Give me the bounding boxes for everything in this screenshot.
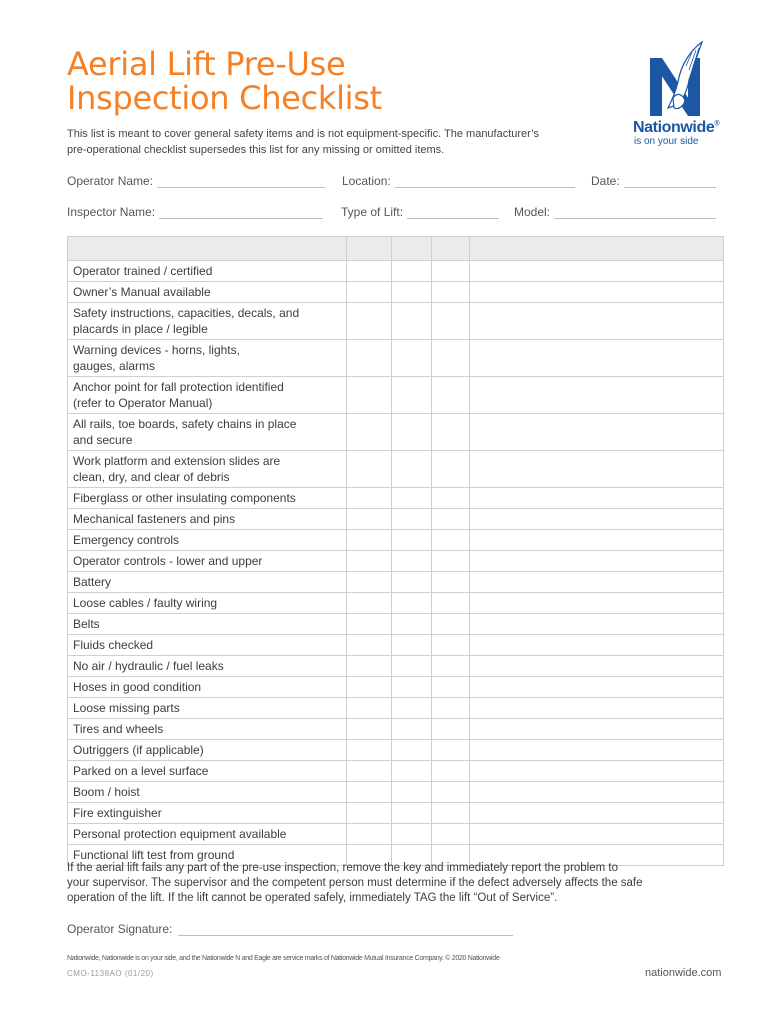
header-cell — [392, 237, 432, 261]
checklist-check-cell[interactable] — [432, 740, 470, 761]
checklist-item-text: Safety instructions, capacities, decals, and — [73, 306, 300, 320]
checklist-check-cell[interactable] — [347, 451, 392, 488]
checklist-check-cell[interactable] — [392, 572, 432, 593]
checklist-check-cell[interactable] — [432, 488, 470, 509]
header-cell — [347, 237, 392, 261]
location-label: Location: — [342, 174, 391, 188]
checklist-check-cell[interactable] — [432, 261, 470, 282]
checklist-item-label — [68, 488, 347, 509]
checklist-row — [68, 761, 724, 782]
checklist-item-text: Belts — [73, 617, 100, 631]
checklist-check-cell[interactable] — [432, 656, 470, 677]
brand-tagline: is on your side — [634, 136, 699, 147]
type-of-lift-line[interactable] — [407, 207, 499, 219]
checklist-row — [68, 340, 724, 377]
checklist-item-label — [68, 698, 347, 719]
checklist-check-cell[interactable] — [432, 530, 470, 551]
checklist-check-cell[interactable] — [392, 303, 432, 340]
checklist-comments-cell[interactable] — [470, 282, 724, 303]
checklist-check-cell[interactable] — [347, 614, 392, 635]
checklist-check-cell[interactable] — [432, 593, 470, 614]
checklist-check-cell[interactable] — [392, 782, 432, 803]
checklist-check-cell[interactable] — [392, 677, 432, 698]
checklist-item-text: and secure — [73, 433, 133, 447]
checklist-item-text: Personal protection equipment available — [73, 827, 287, 841]
checklist-row — [68, 635, 724, 656]
checklist-item-text: Hoses in good condition — [73, 680, 202, 694]
checklist-check-cell[interactable] — [392, 803, 432, 824]
checklist-check-cell[interactable] — [347, 635, 392, 656]
intro-line-1: This list is meant to cover general safety items and is not equipment-specific. The manufacturer’s — [67, 128, 539, 140]
checklist-comments-cell[interactable] — [470, 509, 724, 530]
failure-instructions-line-1: If the aerial lift fails any part of the pre-use inspection, remove the key and immediately report the problem to — [67, 862, 619, 874]
checklist-check-cell[interactable] — [347, 488, 392, 509]
checklist-check-cell[interactable] — [347, 551, 392, 572]
checklist-check-cell[interactable] — [432, 614, 470, 635]
checklist-item-text: placards in place / legible — [73, 322, 208, 336]
checklist-item-text: Warning devices - horns, lights, — [73, 343, 240, 357]
checklist-item-label — [68, 719, 347, 740]
checklist-row — [68, 614, 724, 635]
checklist-item-label — [68, 551, 347, 572]
checklist-item-label — [68, 593, 347, 614]
nationwide-eagle-icon — [644, 40, 714, 118]
checklist-item-label — [68, 803, 347, 824]
checklist-comments-cell[interactable] — [470, 635, 724, 656]
checklist-check-cell[interactable] — [432, 340, 470, 377]
checklist-check-cell[interactable] — [392, 488, 432, 509]
checklist-item-text: gauges, alarms — [73, 359, 156, 373]
location-line[interactable] — [395, 176, 575, 188]
checklist-comments-cell[interactable] — [470, 740, 724, 761]
date-line[interactable] — [624, 176, 716, 188]
legal-notice: Nationwide, Nationwide is on your side, and the Nationwide N and Eagle are service marks of Nationwide Mutual Insurance Company. © 2020 Nationwide — [67, 955, 500, 962]
checklist-item-label — [68, 614, 347, 635]
checklist-row — [68, 593, 724, 614]
header-cell — [470, 237, 724, 261]
checklist-check-cell[interactable] — [392, 698, 432, 719]
inspector-name-field[interactable] — [67, 205, 323, 219]
checklist-check-cell[interactable] — [347, 530, 392, 551]
checklist-check-cell[interactable] — [347, 509, 392, 530]
model-field[interactable] — [514, 205, 716, 219]
form-code: CMO-1138AO (01/20) — [67, 969, 154, 978]
checklist-comments-cell[interactable] — [470, 719, 724, 740]
location-field[interactable] — [342, 174, 575, 188]
model-label: Model: — [514, 205, 551, 219]
checklist-row — [68, 572, 724, 593]
checklist-comments-cell[interactable] — [470, 261, 724, 282]
checklist-check-cell[interactable] — [347, 719, 392, 740]
checklist-check-cell[interactable] — [432, 698, 470, 719]
checklist-comments-cell[interactable] — [470, 303, 724, 340]
date-field[interactable] — [591, 174, 716, 188]
checklist-check-cell[interactable] — [432, 572, 470, 593]
checklist-check-cell[interactable] — [347, 593, 392, 614]
checklist-item-label — [68, 677, 347, 698]
checklist-check-cell[interactable] — [392, 824, 432, 845]
checklist-item-text: Operator trained / certified — [73, 264, 213, 278]
checklist-comments-cell[interactable] — [470, 803, 724, 824]
checklist-row — [68, 551, 724, 572]
checklist-item-label — [68, 761, 347, 782]
operator-signature-label: Operator Signature: — [67, 922, 173, 936]
checklist-item-text: Mechanical fasteners and pins — [73, 512, 236, 526]
checklist-item-label — [68, 656, 347, 677]
checklist-check-cell[interactable] — [432, 303, 470, 340]
checklist-row — [68, 488, 724, 509]
checklist-check-cell[interactable] — [392, 635, 432, 656]
checklist-item-label — [68, 414, 347, 451]
checklist-check-cell[interactable] — [392, 377, 432, 414]
title-line-1: Aerial Lift Pre-Use — [67, 45, 346, 83]
type-of-lift-label: Type of Lift: — [341, 205, 404, 219]
operator-signature-field[interactable] — [67, 922, 513, 936]
header-cell — [432, 237, 470, 261]
checklist-check-cell[interactable] — [347, 761, 392, 782]
checklist-row — [68, 782, 724, 803]
checklist-check-cell[interactable] — [432, 677, 470, 698]
checklist-check-cell[interactable] — [347, 782, 392, 803]
checklist-item-text: (refer to Operator Manual) — [73, 396, 213, 410]
checklist-row — [68, 719, 724, 740]
intro-text — [67, 126, 587, 158]
failure-instructions-line-2: your supervisor. The supervisor and the competent person must determine if the defect adversely affects the safe — [67, 877, 643, 889]
table-header-row — [68, 237, 724, 261]
checklist-check-cell[interactable] — [432, 509, 470, 530]
checklist-row — [68, 414, 724, 451]
type-of-lift-field[interactable] — [341, 205, 499, 219]
checklist-check-cell[interactable] — [432, 414, 470, 451]
checklist-check-cell[interactable] — [432, 824, 470, 845]
checklist-item-text: Boom / hoist — [73, 785, 140, 799]
checklist-check-cell[interactable] — [432, 377, 470, 414]
failure-instructions-line-3: operation of the lift. If the lift cannot be operated safely, immediately TAG the lift “Out of Service”. — [67, 892, 558, 904]
checklist-item-text: clean, dry, and clear of debris — [73, 470, 230, 484]
checklist-item-label — [68, 377, 347, 414]
checklist-item-text: Operator controls - lower and upper — [73, 554, 263, 568]
checklist-check-cell[interactable] — [347, 282, 392, 303]
operator-name-label: Operator Name: — [67, 174, 154, 188]
checklist-item-label — [68, 340, 347, 377]
operator-name-line[interactable] — [157, 176, 325, 188]
checklist-check-cell[interactable] — [392, 414, 432, 451]
checklist-row — [68, 282, 724, 303]
checklist-check-cell[interactable] — [392, 530, 432, 551]
checklist-row — [68, 530, 724, 551]
checklist-row — [68, 677, 724, 698]
checklist-item-text: Fiberglass or other insulating components — [73, 491, 296, 505]
operator-signature-line[interactable] — [178, 924, 513, 936]
checklist-check-cell[interactable] — [432, 282, 470, 303]
checklist-comments-cell[interactable] — [470, 340, 724, 377]
checklist-check-cell[interactable] — [392, 261, 432, 282]
checklist-check-cell[interactable] — [347, 677, 392, 698]
checklist-check-cell[interactable] — [347, 340, 392, 377]
checklist-check-cell[interactable] — [347, 414, 392, 451]
checklist-item-label — [68, 635, 347, 656]
checklist-comments-cell[interactable] — [470, 572, 724, 593]
checklist-row — [68, 698, 724, 719]
checklist-item-label — [68, 261, 347, 282]
checklist-comments-cell[interactable] — [470, 530, 724, 551]
checklist-comments-cell[interactable] — [470, 677, 724, 698]
checklist-check-cell[interactable] — [392, 656, 432, 677]
checklist-item-text: Work platform and extension slides are — [73, 454, 281, 468]
checklist-item-text: All rails, toe boards, safety chains in place — [73, 417, 297, 431]
checklist-item-text: Fluids checked — [73, 638, 154, 652]
checklist-comments-cell[interactable] — [470, 377, 724, 414]
checklist-check-cell[interactable] — [392, 509, 432, 530]
checklist-check-cell[interactable] — [432, 551, 470, 572]
checklist-check-cell[interactable] — [432, 635, 470, 656]
model-line[interactable] — [554, 207, 716, 219]
checklist-item-text: Fire extinguisher — [73, 806, 162, 820]
checklist-check-cell[interactable] — [392, 761, 432, 782]
checklist-item-text: Outriggers (if applicable) — [73, 743, 204, 757]
checklist-item-text: Loose cables / faulty wiring — [73, 596, 218, 610]
checklist-item-text: Owner’s Manual available — [73, 285, 211, 299]
checklist-item-label — [68, 740, 347, 761]
checklist-item-label — [68, 530, 347, 551]
checklist-check-cell[interactable] — [347, 261, 392, 282]
checklist-row — [68, 509, 724, 530]
checklist-check-cell[interactable] — [392, 740, 432, 761]
checklist-check-cell[interactable] — [432, 803, 470, 824]
checklist-check-cell[interactable] — [347, 572, 392, 593]
checklist-item-text: Battery — [73, 575, 112, 589]
failure-instructions — [67, 861, 717, 906]
checklist-row — [68, 261, 724, 282]
brand-wordmark: Nationwide® — [633, 119, 720, 136]
checklist-item-text: Emergency controls — [73, 533, 180, 547]
checklist-check-cell[interactable] — [347, 824, 392, 845]
checklist-item-label — [68, 509, 347, 530]
checklist-comments-cell[interactable] — [470, 782, 724, 803]
checklist-comments-cell[interactable] — [470, 551, 724, 572]
checklist-row — [68, 824, 724, 845]
checklist-item-label — [68, 282, 347, 303]
checklist-check-cell[interactable] — [392, 282, 432, 303]
checklist-comments-cell[interactable] — [470, 451, 724, 488]
checklist-check-cell[interactable] — [347, 303, 392, 340]
title-line-2: Inspection Checklist — [67, 79, 382, 117]
checklist-item-text: No air / hydraulic / fuel leaks — [73, 659, 224, 673]
checklist-item-label — [68, 824, 347, 845]
checklist-comments-cell[interactable] — [470, 593, 724, 614]
checklist-item-text: Functional lift test from ground — [73, 848, 235, 862]
checklist-check-cell[interactable] — [347, 377, 392, 414]
checklist-check-cell[interactable] — [432, 451, 470, 488]
checklist-check-cell[interactable] — [347, 656, 392, 677]
checklist-comments-cell[interactable] — [470, 614, 724, 635]
checklist-row — [68, 740, 724, 761]
inspector-name-label: Inspector Name: — [67, 205, 156, 219]
inspector-name-line[interactable] — [159, 207, 323, 219]
checklist-check-cell[interactable] — [392, 719, 432, 740]
checklist-check-cell[interactable] — [432, 782, 470, 803]
website-link[interactable]: nationwide.com — [645, 967, 722, 979]
checklist-comments-cell[interactable] — [470, 698, 724, 719]
page-title — [67, 47, 382, 115]
checklist-check-cell[interactable] — [347, 740, 392, 761]
checklist-item-label — [68, 782, 347, 803]
checklist-comments-cell[interactable] — [470, 761, 724, 782]
checklist-item-label — [68, 451, 347, 488]
checklist-check-cell[interactable] — [392, 551, 432, 572]
checklist-item-text: Anchor point for fall protection identified — [73, 380, 284, 394]
checklist-comments-cell[interactable] — [470, 414, 724, 451]
checklist-row — [68, 377, 724, 414]
checklist-check-cell[interactable] — [347, 698, 392, 719]
operator-name-field[interactable] — [67, 174, 325, 188]
intro-line-2: pre-operational checklist supersedes this list for any missing or omitted items. — [67, 144, 445, 156]
checklist-item-text: Parked on a level surface — [73, 764, 209, 778]
checklist-check-cell[interactable] — [392, 593, 432, 614]
checklist-check-cell[interactable] — [392, 451, 432, 488]
checklist-row — [68, 803, 724, 824]
checklist-row — [68, 451, 724, 488]
checklist-comments-cell[interactable] — [470, 488, 724, 509]
inspection-checklist-table — [67, 236, 724, 866]
checklist-item-label — [68, 303, 347, 340]
checklist-item-text: Tires and wheels — [73, 722, 164, 736]
date-label: Date: — [591, 174, 620, 188]
checklist-comments-cell[interactable] — [470, 656, 724, 677]
checklist-item-text: Loose missing parts — [73, 701, 180, 715]
nationwide-logo — [630, 40, 730, 150]
checklist-row — [68, 303, 724, 340]
checklist-check-cell[interactable] — [392, 614, 432, 635]
checklist-check-cell[interactable] — [432, 761, 470, 782]
checklist-check-cell[interactable] — [347, 803, 392, 824]
checklist-item-label — [68, 572, 347, 593]
checklist-check-cell[interactable] — [432, 719, 470, 740]
header-cell — [68, 237, 347, 261]
checklist-check-cell[interactable] — [392, 340, 432, 377]
checklist-row — [68, 656, 724, 677]
checklist-comments-cell[interactable] — [470, 824, 724, 845]
